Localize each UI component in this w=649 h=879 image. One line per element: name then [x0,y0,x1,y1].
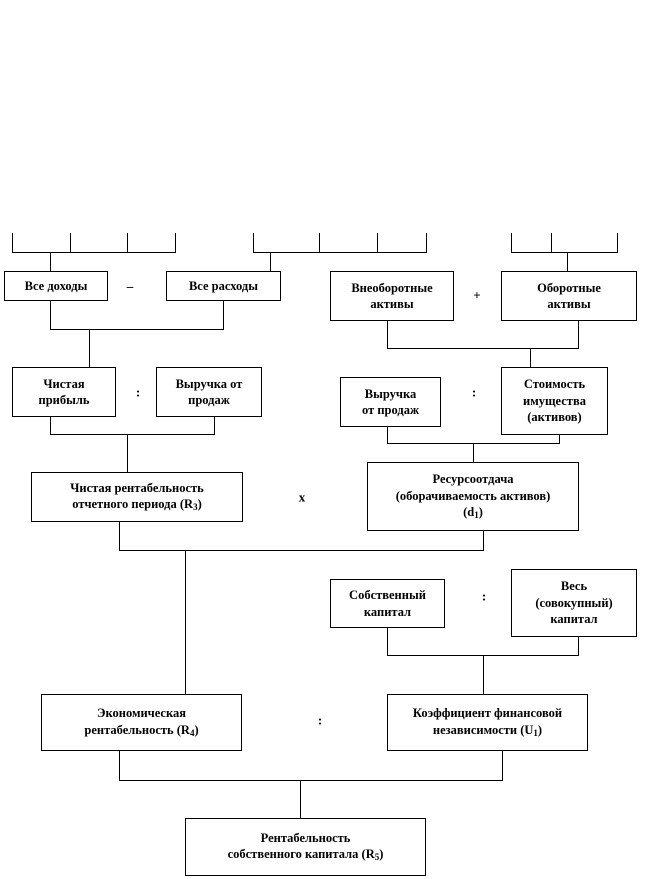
top-ticks-expenses [254,233,427,271]
current-assets-label: Оборотные активы [537,280,601,311]
asset-turnover-label: Ресурсоотдача (оборачиваемость активов) $(d_1)$ [395,472,551,521]
all-income-label: Все доходы [24,278,88,293]
divide-operator-equity: : [481,588,487,604]
return-on-equity-box [185,818,426,876]
noncurrent-assets-box [330,271,454,321]
connector-property [388,320,579,367]
financial-independence-label: Коэффициент финансовой независимости $(U_1)$ [412,706,563,738]
asset-turnover-box [367,462,579,531]
connector-net-profitability [51,416,215,472]
net-profit-label: Чистая прибыль [38,376,90,407]
revenue-left-box [156,367,262,417]
current-assets-box [501,271,637,321]
economic-profitability-box [41,694,242,751]
financial-independence-box [387,694,588,751]
all-expenses-box [166,271,281,301]
divide-operator-profit: : [135,384,141,400]
plus-operator: + [473,287,481,303]
total-capital-box [511,569,637,637]
return-on-equity-label: Рентабельность собственного капитала $(R_5)$ [227,830,384,863]
revenue-right-box [340,377,441,427]
top-ticks-current [512,233,618,271]
net-profitability-label: Чистая рентабельность отчетного периода $(R_3)$ [70,480,204,513]
net-profit-box [12,367,116,417]
all-income-box [4,271,108,301]
noncurrent-assets-label: Внеоборотные активы [351,280,433,311]
total-capital-label: Весь (совокупный) капитал [535,579,613,627]
property-value-label: Стоимость имущества (активов) [523,377,586,425]
divide-operator-turnover: : [471,384,477,400]
minus-operator: – [126,278,134,294]
connector-net-profit [51,300,224,367]
connector-independence [388,627,579,694]
net-profitability-box [31,472,243,522]
multiply-operator: x [298,489,306,505]
divide-operator-roe: : [317,712,323,728]
connector-roe [120,751,503,818]
all-expenses-label: Все расходы [188,278,259,293]
equity-box [330,579,445,628]
revenue-right-label: Выручка от продаж [361,386,420,417]
equity-label: Собственный капитал [349,588,426,619]
revenue-left-label: Выручка от продаж [175,376,243,407]
economic-profitability-label: Экономическая рентабельность $(R_4)$ [84,706,199,738]
top-ticks-income [13,233,176,271]
property-value-box [501,367,608,435]
